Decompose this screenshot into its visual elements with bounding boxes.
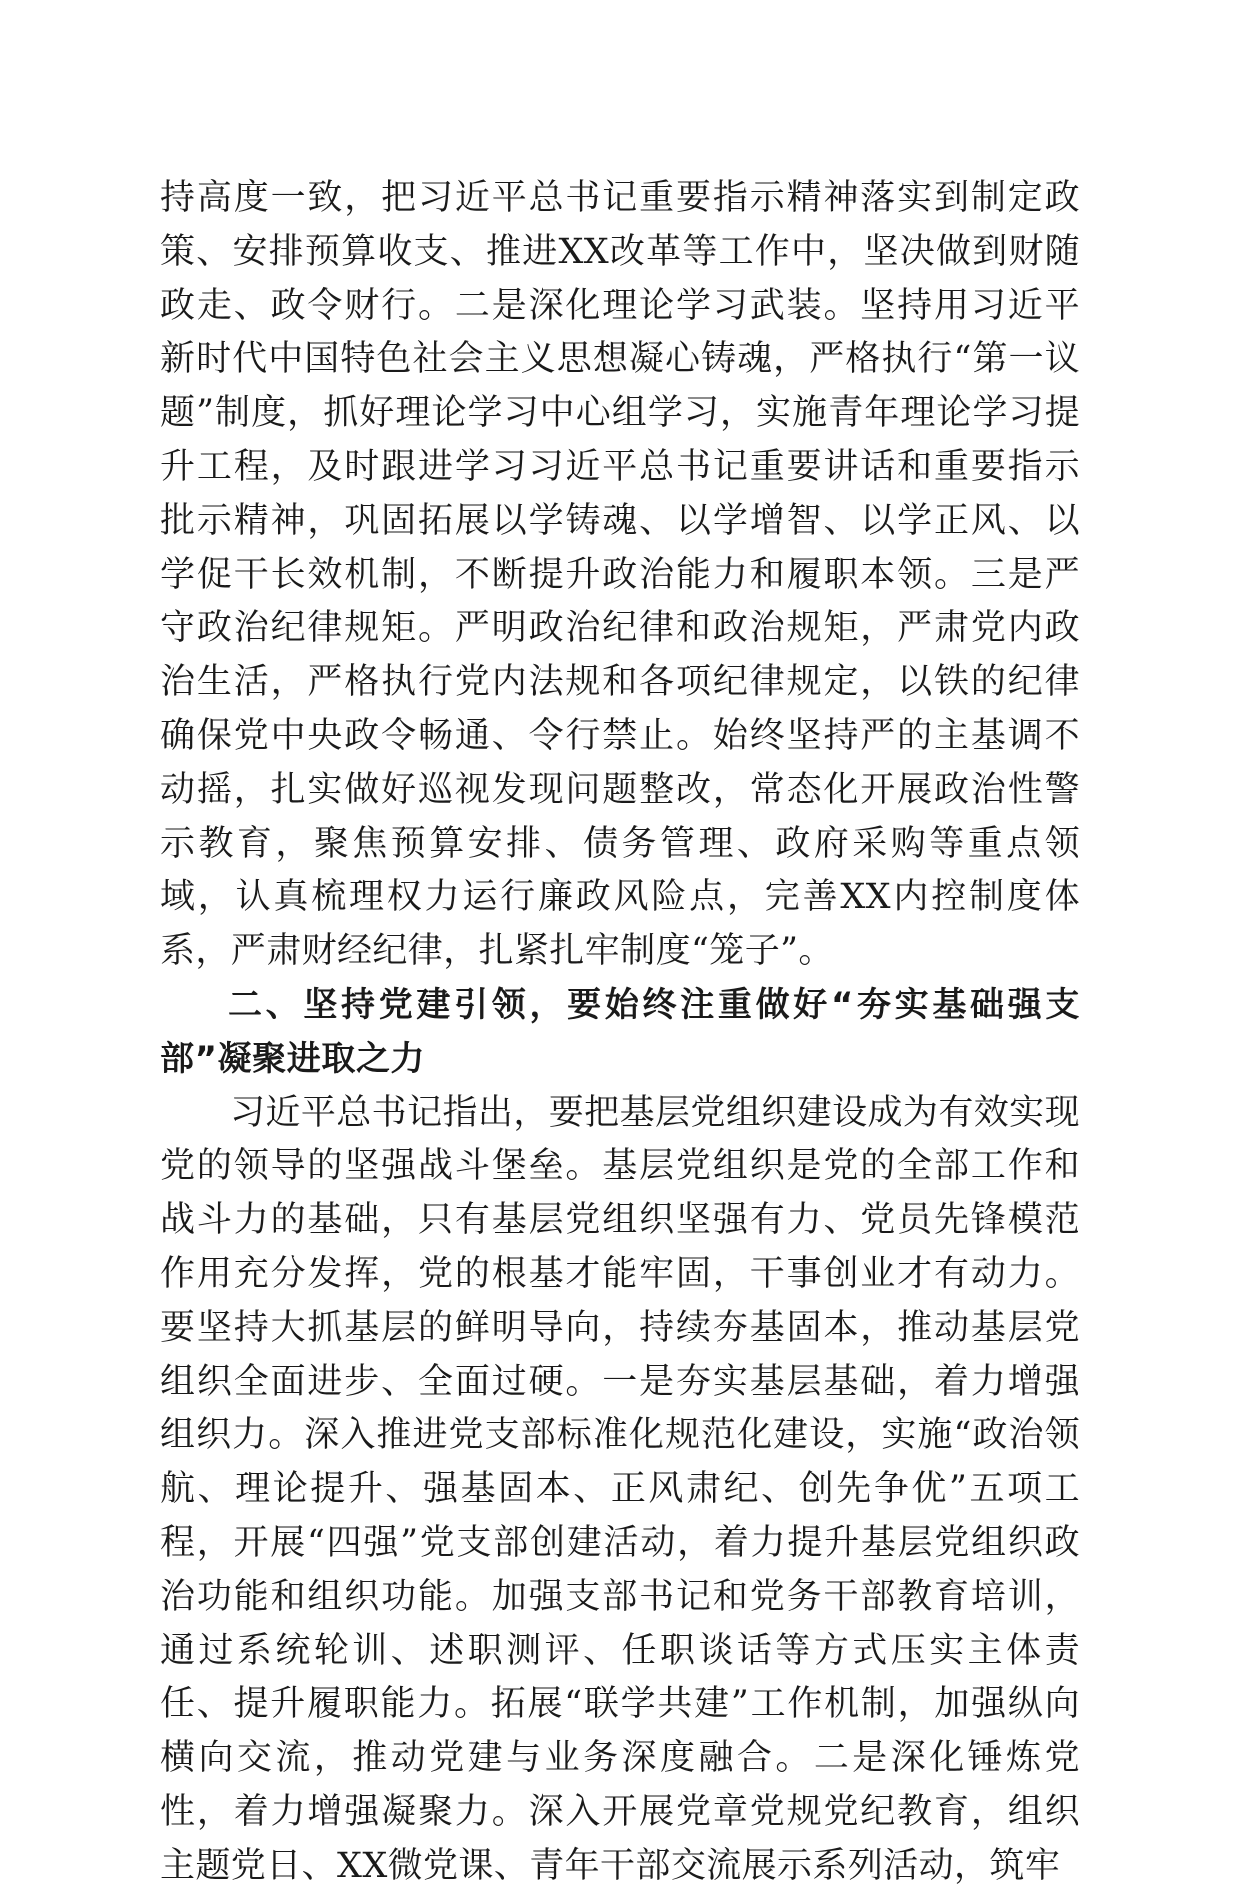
paragraph: 习近平总书记指出，要把基层党组织建设成为有效实现党的领导的坚强战斗堡垒。基层党组织是党的全部工作和战斗力的基础，只有基层党组织坚强有力、党员先锋模范作用充分发挥，党的根基才能牢固，干事创业才有动力。要坚持大抓基层的鲜明导向，持续夯基固本，推动基层党组织全面进步、全面过硬。一是夯实基层基础，着力增强组织力。深入推进党支部标准化规范化建设，实施“政治领航、理论提升、强基固本、正风肃纪、创先争优”五项工程，开展“四强”党支部创建活动，着力提升基层党组织政治功能和组织功能。加强支部书记和党务干部教育培训，通过系统轮训、述职测评、任职谈话等方式压实主体责任、提升履职能力。拓展“联学共建”工作机制，加强纵向横向交流，推动党建与业务深度融合。二是深化锤炼党性，着力增强凝聚力。深入开展党章党规党纪教育，组织主题党日、XX微党课、青年干部交流展示系列活动，筑牢 [160, 1092, 1080, 1886]
section-heading: 二、坚持党建引领，要始终注重做好“夯实基础强支部”凝聚进取之力 [160, 984, 1080, 1079]
paragraph-continued: 持高度一致，把习近平总书记重要指示精神落实到制定政策、安排预算收支、推进XX改革等工作中，坚决做到财随政走、政令财行。二是深化理论学习武装。坚持用习近平新时代中国特色社会主义思想凝心铸魂，严格执行“第一议题”制度，抓好理论学习中心组学习，实施青年理论学习提升工程，及时跟进学习习近平总书记重要讲话和重要指示批示精神，巩固拓展以学铸魂、以学增智、以学正风、以学促干长效机制，不断提升政治能力和履职本领。三是严守政治纪律规矩。严明政治纪律和政治规矩，严肃党内政治生活，严格执行党内法规和各项纪律规定，以铁的纪律确保党中央政令畅通、令行禁止。始终坚持严的主基调不动摇，扎实做好巡视发现问题整改，常态化开展政治性警示教育，聚焦预算安排、债务管理、政府采购等重点领域，认真梳理权力运行廉政风险点，完善XX内控制度体系，严肃财经纪律，扎紧扎牢制度“笼子”。 [160, 178, 1080, 972]
document-body [160, 172, 1080, 1894]
